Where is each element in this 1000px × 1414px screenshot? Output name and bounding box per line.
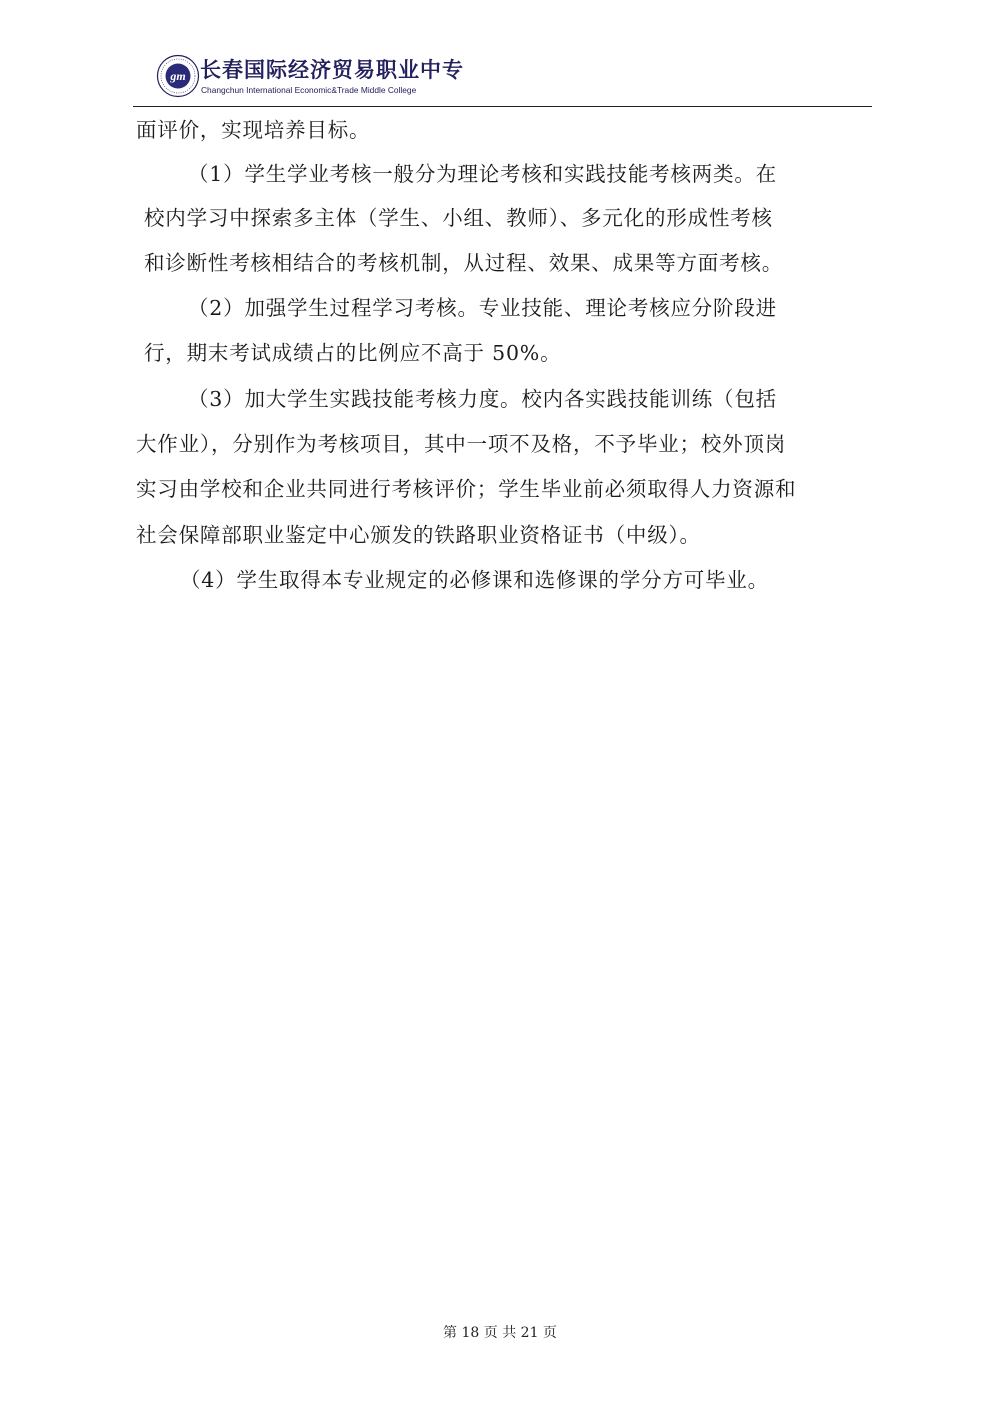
body-line: 大作业），分别作为考核项目，其中一项不及格，不予毕业；校外顶岗 [136, 432, 787, 456]
school-name-en: Changchun International Economic&Trade Middle College [201, 85, 417, 95]
body-line: 行，期末考试成绩占的比例应不高于 50%。 [144, 341, 562, 365]
body-line: 和诊断性考核相结合的考核机制，从过程、效果、成果等方面考核。 [144, 251, 783, 275]
body-line: （3）加大学生实践技能考核力度。校内各实践技能训练（包括 [188, 387, 777, 411]
page-number: 第 18 页 共 21 页 [443, 1325, 557, 1341]
body-line: （4）学生取得本专业规定的必修课和选修课的学分方可毕业。 [180, 568, 769, 592]
page-header [150, 48, 870, 106]
body-line: 校内学习中探索多主体（学生、小组、教师）、多元化的形成性考核 [144, 206, 773, 230]
body-line: 社会保障部职业鉴定中心颁发的铁路职业资格证书（中级）。 [136, 523, 701, 547]
body-line: 实习由学校和企业共同进行考核评价；学生毕业前必须取得人力资源和 [136, 477, 797, 501]
school-name: 长春国际经济贸易职业中专 [200, 57, 464, 82]
body-line: 面评价，实现培养目标。 [136, 118, 371, 142]
header-divider [133, 106, 872, 107]
school-logo [156, 54, 200, 98]
logo-text: gm [170, 69, 186, 83]
body-line: （2）加强学生过程学习考核。专业技能、理论考核应分阶段进 [188, 296, 777, 320]
body-line: （1）学生学业考核一般分为理论考核和实践技能考核两类。在 [188, 162, 777, 186]
